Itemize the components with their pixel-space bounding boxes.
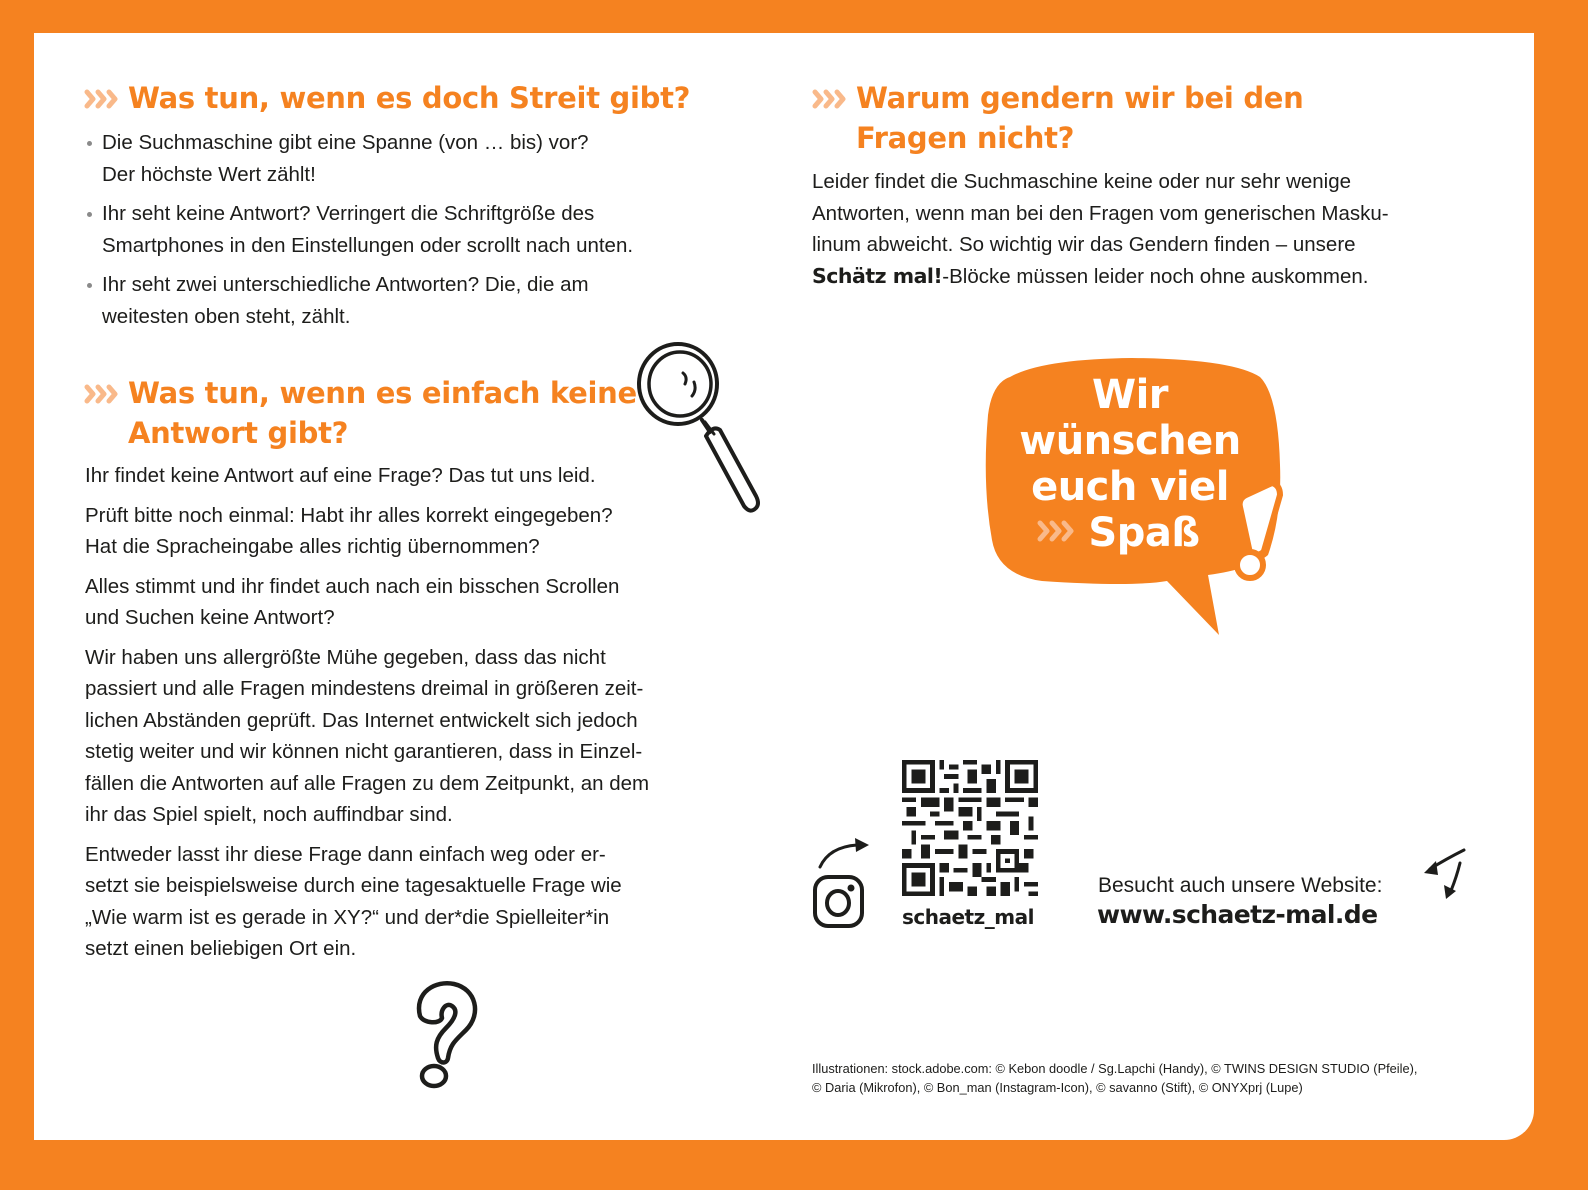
text-line: Alles stimmt und ihr findet auch nach ein bisschen Scrollen: [85, 574, 620, 598]
illustration-credits: [812, 1059, 1492, 1097]
text-line: stetig weiter und wir können nicht garantieren, dass in Einzel-: [85, 740, 643, 763]
text-line: Prüft bitte noch einmal: Habt ihr alles korrekt eingegeben?: [85, 503, 613, 527]
text-line: Antworten, wenn man bei den Fragen vom generischen Masku-: [812, 201, 1389, 225]
paragraph: [85, 642, 755, 831]
paragraph: [85, 571, 755, 634]
text-line: passiert und alle Fragen mindestens dreimal in größeren zeit-: [85, 677, 644, 700]
text-line: „Wie warm ist es gerade in XY?“ und der*die Spielleiter*in: [85, 905, 610, 929]
heading-line: Was tun, wenn es einfach keine: [128, 376, 637, 410]
bubble-line: wünschen: [1019, 418, 1241, 464]
section-heading-gender: [812, 78, 1472, 158]
text-line: -Blöcke müssen leider noch ohne auskommen.: [942, 264, 1369, 288]
speech-bubble-text: [1000, 372, 1260, 556]
no-answer-body: [85, 460, 755, 973]
heading-line: Antwort gibt?: [128, 416, 349, 450]
triple-chevron-icon: [84, 383, 122, 405]
section-heading-dispute: [84, 78, 744, 118]
bullet-line: Smartphones in den Einstellungen oder scrollt nach unten.: [102, 233, 634, 257]
text-line: und Suchen keine Antwort?: [85, 606, 335, 629]
text-line: Hat die Spracheingabe alles richtig übernommen?: [85, 535, 540, 558]
bullet-item: [85, 269, 745, 332]
text-line: fällen die Antworten auf alle Fragen zu dem Zeitpunkt, an dem: [85, 771, 650, 795]
heading-line: Warum gendern wir bei den: [856, 81, 1304, 115]
triple-chevron-icon: [812, 88, 850, 110]
bullet-line: Der höchste Wert zählt!: [102, 162, 316, 186]
bullet-line: weitesten oben steht, zählt.: [102, 304, 351, 328]
heading-text: Was tun, wenn es doch Streit gibt?: [128, 81, 691, 115]
gender-body: [812, 166, 1502, 292]
text-line: setzt einen beliebigen Ort ein.: [85, 937, 357, 960]
paragraph: [85, 839, 755, 965]
text-line: setzt sie beispielsweise durch eine tagesaktuelle Frage wie: [85, 874, 622, 897]
text-line: Ihr findet keine Antwort auf eine Frage? Das tut uns leid.: [85, 464, 596, 487]
bubble-line: Spaß: [1088, 510, 1200, 556]
website-link[interactable]: www.schaetz-mal.de: [1097, 900, 1378, 929]
instagram-icon[interactable]: [812, 874, 866, 930]
instagram-handle[interactable]: schaetz_mal: [902, 905, 1034, 929]
bubble-line: euch viel: [1031, 464, 1229, 510]
text-line: Leider findet die Suchmaschine keine oder nur sehr wenige: [812, 170, 1352, 193]
text-line: Wir haben uns allergrößte Mühe gegeben, dass das nicht: [85, 645, 606, 669]
text-line: ihr das Spiel spielt, noch auffindbar sind.: [85, 803, 453, 826]
text-line: lichen Abständen geprüft. Das Internet entwickelt sich jedoch: [85, 708, 638, 732]
credits-line: © Daria (Mikrofon), © Bon_man (Instagram-Icon), © savanno (Stift), © ONYXprj (Lupe): [812, 1080, 1303, 1095]
triple-chevron-icon: [84, 88, 122, 110]
website-label: Besucht auch unsere Website:: [1098, 874, 1383, 897]
bullet-line: Ihr seht keine Antwort? Verringert die Schriftgröße des: [102, 202, 595, 225]
bullet-line: Die Suchmaschine gibt eine Spanne (von … bis) vor?: [102, 131, 589, 154]
text-line: linum abweicht. So wichtig wir das Gendern finden – unsere: [812, 233, 1356, 256]
paragraph: [85, 460, 755, 492]
question-mark-icon: [412, 978, 484, 1093]
bubble-line: Wir: [1091, 372, 1169, 418]
section-heading-no-answer: [84, 373, 644, 453]
curved-arrow-icon: [815, 835, 875, 871]
bullet-item: [85, 198, 745, 261]
paragraph: [85, 500, 755, 563]
bullet-line: Ihr seht zwei unterschiedliche Antworten? Die, die am: [102, 273, 589, 296]
qr-code-icon[interactable]: [902, 760, 1038, 896]
heading-line: Fragen nicht?: [856, 121, 1075, 155]
double-arrow-down-left-icon: [1420, 845, 1470, 903]
dispute-bullet-list: [85, 127, 745, 340]
credits-line: Illustrationen: stock.adobe.com: © Kebon doodle / Sg.Lapchi (Handy), © TWINS DESIGN STUDIO (Pfeile),: [812, 1061, 1418, 1076]
text-line: Entweder lasst ihr diese Frage dann einfach weg oder er-: [85, 842, 606, 866]
brand-name: Schätz mal!: [812, 263, 943, 288]
bullet-item: [85, 127, 745, 190]
